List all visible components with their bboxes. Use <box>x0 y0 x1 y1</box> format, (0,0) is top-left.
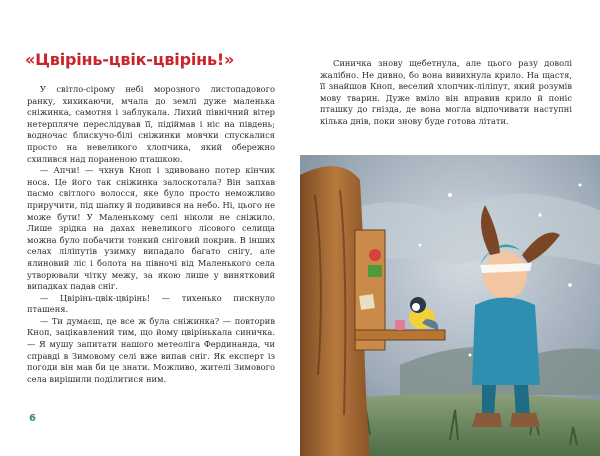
cup <box>395 320 405 330</box>
left-body-text <box>27 84 275 385</box>
story-illustration <box>300 155 600 456</box>
paragraph: У світло-сірому небі морозного листопадового ранку, хихикаючи, мчала до землі дуже маленька сніжинка, самотня і заблукала. Лихий північний вітер нетерпляче переслідував її, підіймав і ніс на південь; водночас блискучо-білі сніжинки мовчки спускалися просто на невеликого хлопчика, який обережно схилився над пораненою пташкою. <box>27 84 275 164</box>
paragraph: — Ти думаєш, це все ж була сніжинка? — повторив Кноп, зацікавлений тим, що йому цвірінькала синичка. — Я мушу запитати нашого метеоліга Фердинанда, чи справді в Зимовому селі вже випав сніг. Як експерт із погоди він мав би це знати. Можливо, жителі Зимового села вирішили поділитися ним. <box>27 315 275 384</box>
left-page <box>0 0 290 456</box>
flower-pot <box>368 265 382 277</box>
page-number: 6 <box>29 413 36 424</box>
flower <box>369 249 381 261</box>
paragraph: Синичка знову щебетнула, але цього разу доволі жалібно. Не дивно, бо вона вивихнула крило. На щастя, її знайшов Кноп, веселий хлопчик-ліліпут, який розумів мову тварин. Дуже вміло він вправив крило й поніс пташку до гнізда, де вона могла відпочивати наступні кілька днів, поки знову буде готова літати. <box>320 58 572 126</box>
notice-card <box>359 294 375 310</box>
wooden-shelf <box>355 330 445 340</box>
right-body-text <box>320 58 572 128</box>
paragraph: — Апчи! — чхнув Кноп і здивовано потер кінчик носа. Це його так сніжинка залоскотала? Він запхав пасмо світлого волосся, яке було просто неможливо приручити, під шапку й подивився на небо. Ні, цього не може бути! У Маленькому селі ніколи не сніжило. Лише зрідка на дахах невеликого лісового селища можна було побачити тонкий сніговий покрив. В інших селах ліліпутів узимку випадало багато снігу, але ялиновий ліс і болота на півночі від Маленького села утворювали чітку межу, за якою лише у винятковий випадках падав сніг. <box>27 165 275 292</box>
chapter-title: «Цвірінь-цвік-цвірінь!» <box>25 50 235 69</box>
paragraph: — Цвірінь-цвік-цвірінь! — тихенько пискнуло пташеня. <box>27 292 275 315</box>
